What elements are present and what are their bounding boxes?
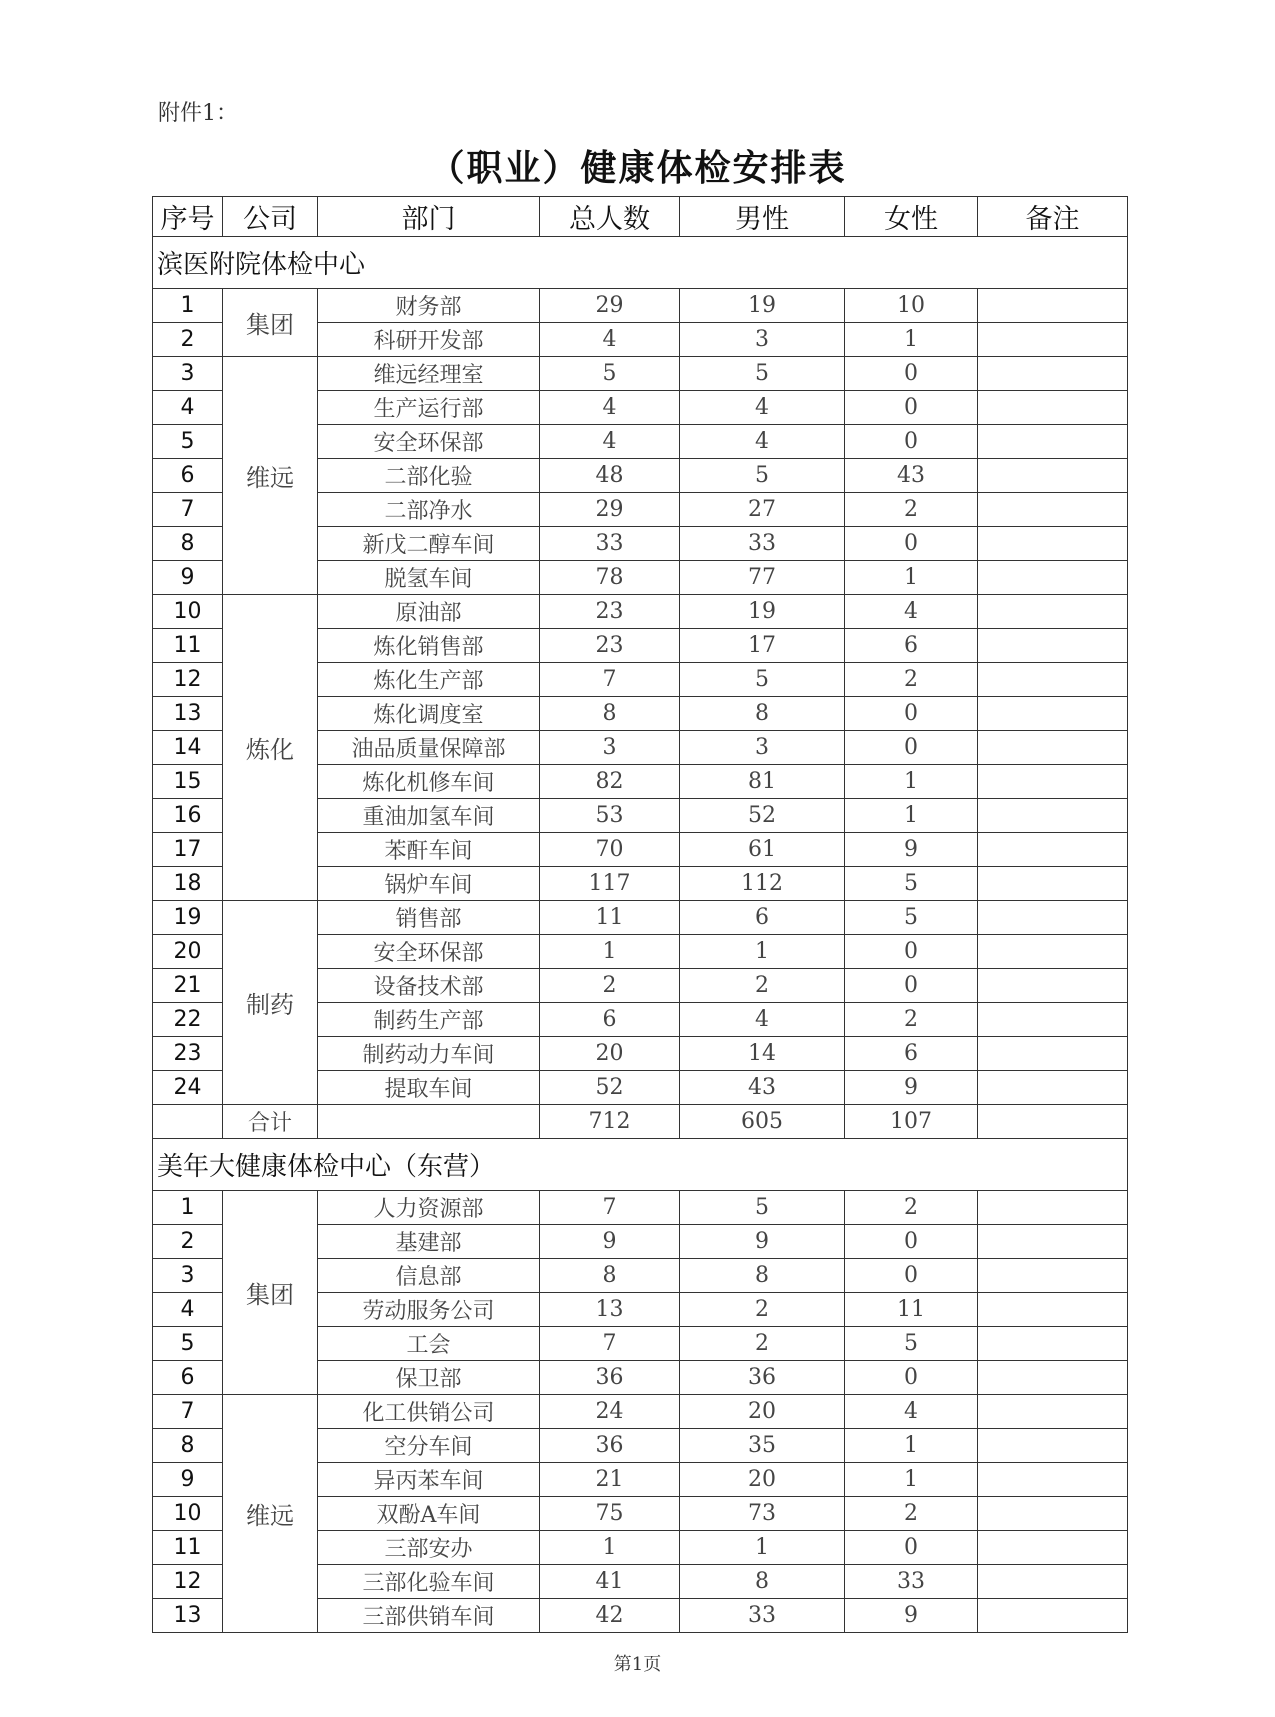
female-cell: 2 xyxy=(845,1003,978,1037)
header-row xyxy=(153,197,1128,237)
seq-cell: 15 xyxy=(153,765,223,799)
seq-cell: 3 xyxy=(153,357,223,391)
note-cell xyxy=(978,289,1128,323)
female-cell: 1 xyxy=(845,1429,978,1463)
note-cell xyxy=(978,1599,1128,1633)
company-cell: 炼化 xyxy=(223,595,318,901)
attachment-label: 附件1： xyxy=(158,101,238,126)
male-cell: 9 xyxy=(680,1225,845,1259)
total-cell: 6 xyxy=(540,1003,680,1037)
dept-cell: 工会 xyxy=(318,1327,540,1361)
seq-cell: 18 xyxy=(153,867,223,901)
male-cell: 5 xyxy=(680,1191,845,1225)
note-cell xyxy=(978,867,1128,901)
note-cell xyxy=(978,425,1128,459)
dept-cell: 制药生产部 xyxy=(318,1003,540,1037)
dept-cell: 销售部 xyxy=(318,901,540,935)
male-cell: 5 xyxy=(680,357,845,391)
dept-cell: 化工供销公司 xyxy=(318,1395,540,1429)
total-cell: 1 xyxy=(540,935,680,969)
table-row xyxy=(153,289,1128,323)
male-cell: 33 xyxy=(680,1599,845,1633)
dept-cell: 炼化调度室 xyxy=(318,697,540,731)
total-cell: 13 xyxy=(540,1293,680,1327)
note-cell xyxy=(978,1259,1128,1293)
page-number: 第1页 xyxy=(613,1654,662,1675)
male-cell: 5 xyxy=(680,663,845,697)
total-cell: 29 xyxy=(540,289,680,323)
male-cell: 1 xyxy=(680,1531,845,1565)
seq-cell: 9 xyxy=(153,1463,223,1497)
note-cell xyxy=(978,663,1128,697)
male-cell: 112 xyxy=(680,867,845,901)
dept-cell: 基建部 xyxy=(318,1225,540,1259)
seq-cell: 13 xyxy=(153,1599,223,1633)
note-cell xyxy=(978,799,1128,833)
seq-cell: 7 xyxy=(153,493,223,527)
note-cell xyxy=(978,561,1128,595)
male-cell: 605 xyxy=(680,1105,845,1139)
total-cell: 78 xyxy=(540,561,680,595)
female-cell: 2 xyxy=(845,663,978,697)
female-cell: 9 xyxy=(845,1071,978,1105)
seq-cell: 2 xyxy=(153,323,223,357)
dept-cell: 劳动服务公司 xyxy=(318,1293,540,1327)
total-cell: 70 xyxy=(540,833,680,867)
dept-cell xyxy=(318,1105,540,1139)
note-cell xyxy=(978,1003,1128,1037)
section-title: 滨医附院体检中心 xyxy=(153,237,1128,289)
female-cell: 1 xyxy=(845,561,978,595)
female-cell: 6 xyxy=(845,1037,978,1071)
note-cell xyxy=(978,459,1128,493)
dept-cell: 原油部 xyxy=(318,595,540,629)
seq-cell: 6 xyxy=(153,459,223,493)
section-title: 美年大健康体检中心（东营） xyxy=(153,1139,1128,1191)
seq-cell: 21 xyxy=(153,969,223,1003)
note-cell xyxy=(978,527,1128,561)
total-cell: 9 xyxy=(540,1225,680,1259)
male-cell: 8 xyxy=(680,1565,845,1599)
total-cell: 41 xyxy=(540,1565,680,1599)
female-cell: 0 xyxy=(845,1531,978,1565)
dept-cell: 脱氢车间 xyxy=(318,561,540,595)
total-cell: 48 xyxy=(540,459,680,493)
dept-cell: 信息部 xyxy=(318,1259,540,1293)
female-cell: 5 xyxy=(845,901,978,935)
note-cell xyxy=(978,1293,1128,1327)
table-row xyxy=(153,357,1128,391)
female-cell: 0 xyxy=(845,527,978,561)
female-cell: 0 xyxy=(845,969,978,1003)
note-cell xyxy=(978,1531,1128,1565)
male-cell: 3 xyxy=(680,731,845,765)
seq-cell: 10 xyxy=(153,1497,223,1531)
seq-cell: 6 xyxy=(153,1361,223,1395)
note-cell xyxy=(978,1565,1128,1599)
total-row xyxy=(153,1105,1128,1139)
total-cell: 5 xyxy=(540,357,680,391)
note-cell xyxy=(978,1497,1128,1531)
dept-cell: 提取车间 xyxy=(318,1071,540,1105)
dept-cell: 维远经理室 xyxy=(318,357,540,391)
dept-cell: 炼化机修车间 xyxy=(318,765,540,799)
female-cell: 5 xyxy=(845,1327,978,1361)
schedule-table xyxy=(152,196,1128,1633)
note-cell xyxy=(978,323,1128,357)
note-cell xyxy=(978,1037,1128,1071)
note-cell xyxy=(978,833,1128,867)
male-cell: 17 xyxy=(680,629,845,663)
total-cell: 82 xyxy=(540,765,680,799)
male-cell: 2 xyxy=(680,969,845,1003)
total-cell: 7 xyxy=(540,1191,680,1225)
note-cell xyxy=(978,1071,1128,1105)
total-label: 合计 xyxy=(223,1105,318,1139)
male-cell: 52 xyxy=(680,799,845,833)
female-cell: 0 xyxy=(845,357,978,391)
dept-cell: 重油加氢车间 xyxy=(318,799,540,833)
male-cell: 8 xyxy=(680,1259,845,1293)
seq-cell: 22 xyxy=(153,1003,223,1037)
male-cell: 33 xyxy=(680,527,845,561)
note-cell xyxy=(978,731,1128,765)
dept-cell: 财务部 xyxy=(318,289,540,323)
total-cell: 117 xyxy=(540,867,680,901)
seq-cell: 4 xyxy=(153,1293,223,1327)
female-cell: 107 xyxy=(845,1105,978,1139)
table-body xyxy=(153,237,1128,1633)
header-note: 备注 xyxy=(978,197,1128,237)
male-cell: 5 xyxy=(680,459,845,493)
total-cell: 36 xyxy=(540,1361,680,1395)
male-cell: 2 xyxy=(680,1327,845,1361)
male-cell: 3 xyxy=(680,323,845,357)
note-cell xyxy=(978,595,1128,629)
female-cell: 43 xyxy=(845,459,978,493)
total-cell: 1 xyxy=(540,1531,680,1565)
dept-cell: 双酚A车间 xyxy=(318,1497,540,1531)
total-cell: 29 xyxy=(540,493,680,527)
note-cell xyxy=(978,357,1128,391)
male-cell: 43 xyxy=(680,1071,845,1105)
female-cell: 33 xyxy=(845,1565,978,1599)
seq-cell: 4 xyxy=(153,391,223,425)
total-cell: 8 xyxy=(540,1259,680,1293)
seq-cell: 11 xyxy=(153,629,223,663)
total-cell: 4 xyxy=(540,323,680,357)
seq-cell: 5 xyxy=(153,1327,223,1361)
total-cell: 36 xyxy=(540,1429,680,1463)
female-cell: 1 xyxy=(845,765,978,799)
total-cell: 33 xyxy=(540,527,680,561)
dept-cell: 炼化销售部 xyxy=(318,629,540,663)
male-cell: 36 xyxy=(680,1361,845,1395)
total-cell: 8 xyxy=(540,697,680,731)
company-cell: 维远 xyxy=(223,1395,318,1633)
seq-cell: 11 xyxy=(153,1531,223,1565)
header-dept: 部门 xyxy=(318,197,540,237)
female-cell: 1 xyxy=(845,323,978,357)
female-cell: 0 xyxy=(845,425,978,459)
male-cell: 1 xyxy=(680,935,845,969)
seq-cell: 17 xyxy=(153,833,223,867)
seq-cell xyxy=(153,1105,223,1139)
male-cell: 4 xyxy=(680,1003,845,1037)
seq-cell: 10 xyxy=(153,595,223,629)
female-cell: 10 xyxy=(845,289,978,323)
dept-cell: 新戊二醇车间 xyxy=(318,527,540,561)
female-cell: 0 xyxy=(845,391,978,425)
total-cell: 4 xyxy=(540,425,680,459)
note-cell xyxy=(978,1191,1128,1225)
female-cell: 2 xyxy=(845,1191,978,1225)
female-cell: 2 xyxy=(845,1497,978,1531)
dept-cell: 三部化验车间 xyxy=(318,1565,540,1599)
total-cell: 24 xyxy=(540,1395,680,1429)
total-cell: 7 xyxy=(540,663,680,697)
seq-cell: 8 xyxy=(153,527,223,561)
note-cell xyxy=(978,1429,1128,1463)
male-cell: 20 xyxy=(680,1395,845,1429)
page-title: （职业）健康体检安排表 xyxy=(428,148,847,189)
seq-cell: 7 xyxy=(153,1395,223,1429)
section-header-row xyxy=(153,237,1128,289)
male-cell: 73 xyxy=(680,1497,845,1531)
female-cell: 0 xyxy=(845,1259,978,1293)
note-cell xyxy=(978,1105,1128,1139)
note-cell xyxy=(978,901,1128,935)
female-cell: 6 xyxy=(845,629,978,663)
total-cell: 23 xyxy=(540,629,680,663)
dept-cell: 保卫部 xyxy=(318,1361,540,1395)
company-cell: 集团 xyxy=(223,289,318,357)
seq-cell: 20 xyxy=(153,935,223,969)
female-cell: 11 xyxy=(845,1293,978,1327)
total-cell: 23 xyxy=(540,595,680,629)
female-cell: 4 xyxy=(845,595,978,629)
male-cell: 2 xyxy=(680,1293,845,1327)
table-row xyxy=(153,901,1128,935)
total-cell: 75 xyxy=(540,1497,680,1531)
dept-cell: 生产运行部 xyxy=(318,391,540,425)
header-seq: 序号 xyxy=(153,197,223,237)
female-cell: 0 xyxy=(845,731,978,765)
female-cell: 4 xyxy=(845,1395,978,1429)
total-cell: 2 xyxy=(540,969,680,1003)
female-cell: 2 xyxy=(845,493,978,527)
dept-cell: 安全环保部 xyxy=(318,425,540,459)
male-cell: 19 xyxy=(680,289,845,323)
dept-cell: 锅炉车间 xyxy=(318,867,540,901)
table-row xyxy=(153,595,1128,629)
header-company: 公司 xyxy=(223,197,318,237)
male-cell: 8 xyxy=(680,697,845,731)
dept-cell: 人力资源部 xyxy=(318,1191,540,1225)
seq-cell: 12 xyxy=(153,1565,223,1599)
header-female: 女性 xyxy=(845,197,978,237)
female-cell: 0 xyxy=(845,1225,978,1259)
female-cell: 1 xyxy=(845,1463,978,1497)
note-cell xyxy=(978,1395,1128,1429)
section-header-row xyxy=(153,1139,1128,1191)
female-cell: 0 xyxy=(845,935,978,969)
total-cell: 42 xyxy=(540,1599,680,1633)
seq-cell: 1 xyxy=(153,1191,223,1225)
total-cell: 712 xyxy=(540,1105,680,1139)
female-cell: 9 xyxy=(845,833,978,867)
dept-cell: 二部化验 xyxy=(318,459,540,493)
total-cell: 4 xyxy=(540,391,680,425)
dept-cell: 设备技术部 xyxy=(318,969,540,1003)
female-cell: 0 xyxy=(845,697,978,731)
total-cell: 7 xyxy=(540,1327,680,1361)
note-cell xyxy=(978,493,1128,527)
seq-cell: 8 xyxy=(153,1429,223,1463)
company-cell: 制药 xyxy=(223,901,318,1105)
seq-cell: 14 xyxy=(153,731,223,765)
seq-cell: 2 xyxy=(153,1225,223,1259)
male-cell: 6 xyxy=(680,901,845,935)
male-cell: 4 xyxy=(680,425,845,459)
seq-cell: 3 xyxy=(153,1259,223,1293)
male-cell: 19 xyxy=(680,595,845,629)
header-total: 总人数 xyxy=(540,197,680,237)
company-cell: 维远 xyxy=(223,357,318,595)
seq-cell: 13 xyxy=(153,697,223,731)
seq-cell: 16 xyxy=(153,799,223,833)
female-cell: 5 xyxy=(845,867,978,901)
dept-cell: 科研开发部 xyxy=(318,323,540,357)
male-cell: 27 xyxy=(680,493,845,527)
male-cell: 35 xyxy=(680,1429,845,1463)
total-cell: 21 xyxy=(540,1463,680,1497)
dept-cell: 空分车间 xyxy=(318,1429,540,1463)
female-cell: 0 xyxy=(845,1361,978,1395)
header-male: 男性 xyxy=(680,197,845,237)
male-cell: 4 xyxy=(680,391,845,425)
note-cell xyxy=(978,935,1128,969)
dept-cell: 异丙苯车间 xyxy=(318,1463,540,1497)
dept-cell: 三部供销车间 xyxy=(318,1599,540,1633)
note-cell xyxy=(978,969,1128,1003)
seq-cell: 19 xyxy=(153,901,223,935)
note-cell xyxy=(978,697,1128,731)
note-cell xyxy=(978,1361,1128,1395)
seq-cell: 1 xyxy=(153,289,223,323)
male-cell: 81 xyxy=(680,765,845,799)
note-cell xyxy=(978,1463,1128,1497)
table-row xyxy=(153,1395,1128,1429)
female-cell: 1 xyxy=(845,799,978,833)
seq-cell: 12 xyxy=(153,663,223,697)
total-cell: 52 xyxy=(540,1071,680,1105)
seq-cell: 5 xyxy=(153,425,223,459)
seq-cell: 23 xyxy=(153,1037,223,1071)
total-cell: 20 xyxy=(540,1037,680,1071)
table-row xyxy=(153,1191,1128,1225)
male-cell: 61 xyxy=(680,833,845,867)
note-cell xyxy=(978,1225,1128,1259)
male-cell: 20 xyxy=(680,1463,845,1497)
dept-cell: 安全环保部 xyxy=(318,935,540,969)
dept-cell: 三部安办 xyxy=(318,1531,540,1565)
dept-cell: 苯酐车间 xyxy=(318,833,540,867)
male-cell: 77 xyxy=(680,561,845,595)
male-cell: 14 xyxy=(680,1037,845,1071)
dept-cell: 油品质量保障部 xyxy=(318,731,540,765)
female-cell: 9 xyxy=(845,1599,978,1633)
seq-cell: 24 xyxy=(153,1071,223,1105)
total-cell: 3 xyxy=(540,731,680,765)
dept-cell: 炼化生产部 xyxy=(318,663,540,697)
seq-cell: 9 xyxy=(153,561,223,595)
dept-cell: 二部净水 xyxy=(318,493,540,527)
note-cell xyxy=(978,629,1128,663)
note-cell xyxy=(978,765,1128,799)
company-cell: 集团 xyxy=(223,1191,318,1395)
dept-cell: 制药动力车间 xyxy=(318,1037,540,1071)
total-cell: 11 xyxy=(540,901,680,935)
note-cell xyxy=(978,391,1128,425)
note-cell xyxy=(978,1327,1128,1361)
total-cell: 53 xyxy=(540,799,680,833)
